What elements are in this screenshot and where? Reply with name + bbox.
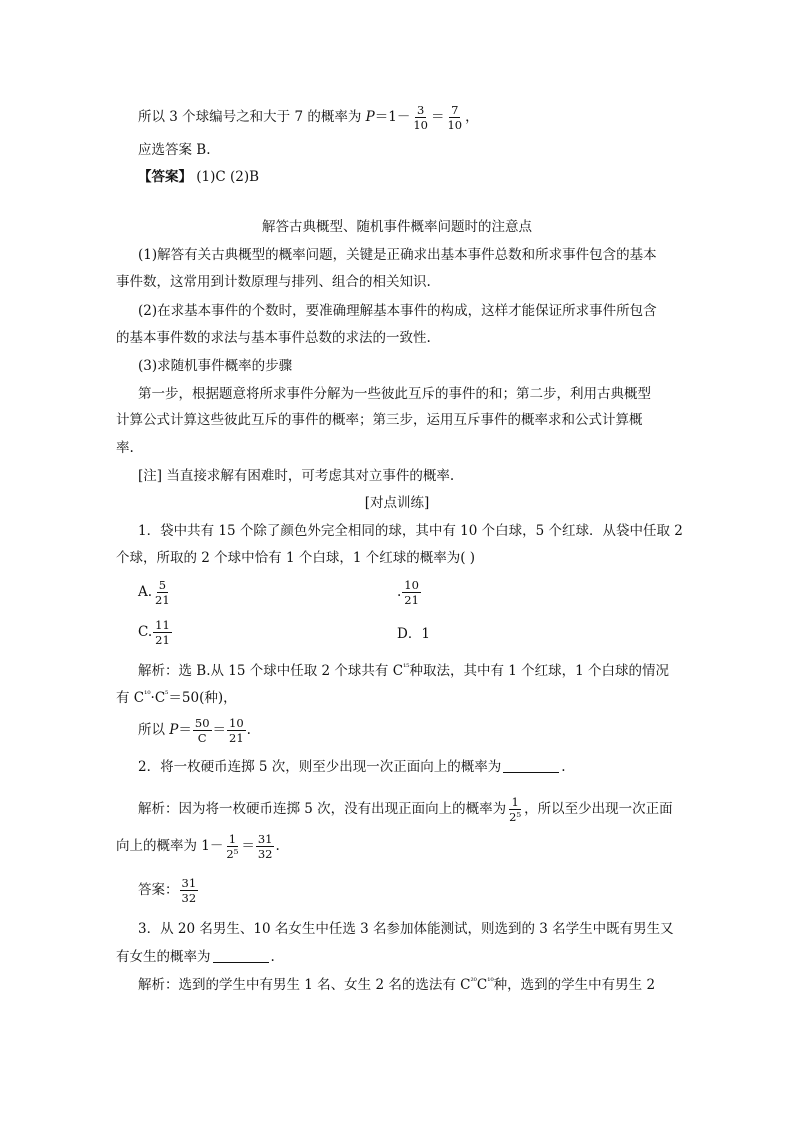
fraction: $\frac{11}{21}$ (155, 618, 170, 647)
text-line: 第一步，根据题意将所求事件分解为一些彼此互斥的事件的和；第二步，利用古典概型 (138, 386, 651, 402)
text-span: 所以 3 个球编号之和大于 7 的概率为 (138, 109, 366, 125)
fraction: $\frac{1}{\text{2⁵}}$ (226, 832, 239, 861)
section-header: [对点训练] (364, 495, 430, 511)
solution-line: 有 $C^{^{10}}\cdot C^{^5}=50$(种)， (116, 689, 237, 706)
text-line: (1)解答有关古典概型的概率问题，关键是正确求出基本事件总数和所求事件包含的基本 (138, 247, 657, 263)
text-span: ＝ (430, 109, 445, 125)
question-line: 2．将一枚硬币连掷 5 次，则至少出现一次正面向上的概率为 . (138, 759, 566, 775)
fraction: $\frac{50}{C}$ (194, 716, 210, 745)
option-c: C. $\frac{11}{21}$ (138, 618, 170, 647)
fraction: $\frac{5}{21}$ (155, 578, 170, 607)
fraction: $\frac{31}{32}$ (181, 876, 197, 905)
solution-line: 解析：选到的学生中有男生 1 名、女生 2 名的选法有 $C^{^{20}}C^{^{10}}$种，选到的学生中有男生 2 (138, 976, 656, 993)
text-line: 应选答案 B. (138, 142, 211, 158)
option-a: A. $\frac{5}{21}$ (138, 578, 170, 607)
solution-line: 解析：选 B.从 15 个球中任取 2 个球共有 $C^{^{15}}$种取法，其中有 1 个红球，1 个白球的情况 (138, 662, 670, 679)
fraction: $\frac{7}{10}$ (447, 103, 463, 132)
text-line: 所以 3 个球编号之和大于 7 的概率为 P＝1－ $\frac{3}{10}$ ＝ $\frac{7}{10}$ ， (138, 103, 479, 132)
answer-tag: 【答案】 (138, 169, 192, 185)
text-line: 的基本事件数的求法与基本事件总数的求法的一致性. (116, 330, 431, 346)
answer-value: (1)C (2)B (192, 169, 260, 185)
question-line: 1．袋中共有 15 个除了颜色外完全相同的球，其中有 10 个白球，5 个红球．从袋中任取 2 (138, 523, 683, 539)
question-line: 个球，所取的 2 个球中恰有 1 个白球，1 个红球的概率为( ) (116, 550, 476, 566)
text-line: 率. (116, 440, 134, 456)
solution-line: 向上的概率为 1－ $\frac{1}{\text{2⁵}}$ ＝ $\frac{31}{32}$ . (116, 832, 280, 861)
question-line: 3．从 20 名男生、10 名女生中任选 3 名参加体能测试，则选到的 3 名学生中既有男生又 (138, 921, 674, 937)
answer-line (138, 167, 259, 187)
note-line: [注] 当直接求解有困难时，可考虑其对立事件的概率. (138, 468, 455, 484)
fraction: $\frac{3}{10}$ (413, 103, 428, 132)
answer-blank (213, 962, 269, 963)
text-line: 计算公式计算这些彼此互斥的事件的概率；第三步，运用互斥事件的概率求和公式计算概 (116, 412, 643, 428)
section-title: 解答古典概型、随机事件概率问题时的注意点 (262, 219, 532, 235)
fraction: $\frac{1}{\text{2⁵}}$ (509, 795, 522, 824)
answer-line: 答案： $\frac{31}{32}$ (138, 876, 197, 905)
text-line: (3)求随机事件概率的步骤 (138, 358, 293, 374)
answer-blank (503, 772, 559, 773)
fraction: $\frac{10}{21}$ (404, 578, 419, 607)
fraction: $\frac{10}{21}$ (229, 716, 244, 745)
option-d: D．1 (397, 626, 430, 642)
variable-p: P (365, 109, 375, 125)
text-line: (2)在求基本事件的个数时，要准确理解基本事件的构成，这样才能保证所求事件所包含 (138, 303, 657, 319)
text-span: ＝1－ (374, 109, 411, 125)
text-line: 事件数，这常用到计数原理与排列、组合的相关知识. (116, 274, 431, 290)
option-b: . $\frac{10}{21}$ (397, 578, 419, 607)
solution-line: 解析：因为将一枚硬币连掷 5 次，没有出现正面向上的概率为 $\frac{1}{\text{2⁵}}$ ，所以至少出现一次正面 (138, 795, 673, 824)
fraction: $\frac{31}{32}$ (257, 832, 273, 861)
solution-line: 所以 P＝ $\frac{50}{C}$ ＝ $\frac{10}{21}$ . (138, 716, 251, 745)
question-line: 有女生的概率为 . (116, 949, 275, 965)
